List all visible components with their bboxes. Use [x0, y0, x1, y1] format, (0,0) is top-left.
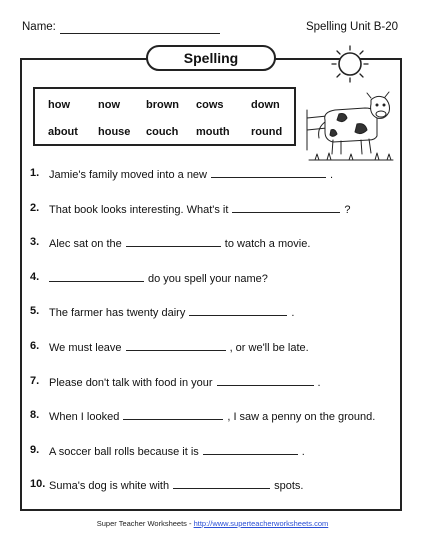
name-line[interactable] — [60, 33, 220, 34]
word-bank-word: mouth — [196, 126, 230, 138]
question-text — [49, 236, 310, 250]
question-number: 8. — [30, 409, 40, 421]
question-text-before: Please don't talk with food in your — [49, 377, 213, 389]
answer-blank[interactable] — [173, 478, 270, 489]
question-text-after: , or we'll be late. — [229, 342, 309, 354]
question-text-after: ? — [344, 204, 351, 216]
question-text-before: We must leave — [49, 342, 122, 354]
unit-label: Spelling Unit B-20 — [305, 21, 398, 33]
question-number: 2. — [30, 202, 40, 214]
question-text — [49, 167, 333, 181]
question-number: 5. — [30, 305, 40, 317]
name-label: Name: — [22, 21, 56, 33]
answer-blank[interactable] — [232, 202, 340, 213]
question-text-before: That book looks interesting. What's it — [49, 204, 229, 216]
answer-blank[interactable] — [126, 340, 226, 351]
cow-icon — [305, 90, 395, 162]
question-text — [49, 375, 321, 389]
answer-blank[interactable] — [211, 167, 326, 178]
question-number: 6. — [30, 340, 40, 352]
question-number: 10. — [30, 478, 46, 490]
question-text-after: to watch a movie. — [224, 238, 311, 250]
footer-link[interactable]: http://www.superteacherworksheets.com — [193, 519, 329, 528]
question-text — [49, 340, 309, 354]
question-text — [49, 409, 375, 423]
word-bank-word: down — [251, 99, 280, 111]
answer-blank[interactable] — [123, 409, 223, 420]
question-text-after: , I saw a penny on the ground. — [227, 411, 376, 423]
word-bank-word: couch — [146, 126, 179, 138]
question-text-before: The farmer has twenty dairy — [49, 307, 186, 319]
answer-blank[interactable] — [189, 305, 287, 316]
question-number: 3. — [30, 236, 40, 248]
question-text-after: . — [330, 169, 334, 181]
word-bank-word: round — [251, 126, 283, 138]
answer-blank[interactable] — [49, 271, 144, 282]
word-bank-word: how — [48, 99, 70, 111]
word-bank-word: now — [98, 99, 120, 111]
question-number: 7. — [30, 375, 40, 387]
question-text-after: . — [317, 377, 321, 389]
question-number: 4. — [30, 271, 40, 283]
question-text-before: When I looked — [49, 411, 120, 423]
question-text-before: A soccer ball rolls because it is — [49, 446, 199, 458]
question-text-before: Suma's dog is white with — [49, 480, 170, 492]
question-text-after: spots. — [274, 480, 304, 492]
question-text — [49, 305, 294, 319]
question-text-after: do you spell your name? — [148, 273, 268, 285]
question-text — [49, 271, 268, 285]
question-text — [49, 444, 305, 458]
answer-blank[interactable] — [126, 236, 221, 247]
word-bank-word: brown — [146, 99, 179, 111]
answer-blank[interactable] — [203, 444, 298, 455]
footer-text: Super Teacher Worksheets - — [96, 519, 194, 528]
word-bank-word: house — [98, 126, 131, 138]
question-text-after: . — [301, 446, 305, 458]
answer-blank[interactable] — [217, 375, 314, 386]
question-text-before: Jamie's family moved into a new — [49, 169, 207, 181]
footer — [0, 519, 425, 528]
word-bank-word: about — [48, 126, 78, 138]
word-bank-word: cows — [196, 99, 224, 111]
question-text — [49, 478, 303, 492]
question-number: 9. — [30, 444, 40, 456]
question-text — [49, 202, 351, 216]
question-number: 1. — [30, 167, 40, 179]
page-title: Spelling — [146, 45, 276, 71]
question-text-after: . — [291, 307, 295, 319]
question-text-before: Alec sat on the — [49, 238, 122, 250]
